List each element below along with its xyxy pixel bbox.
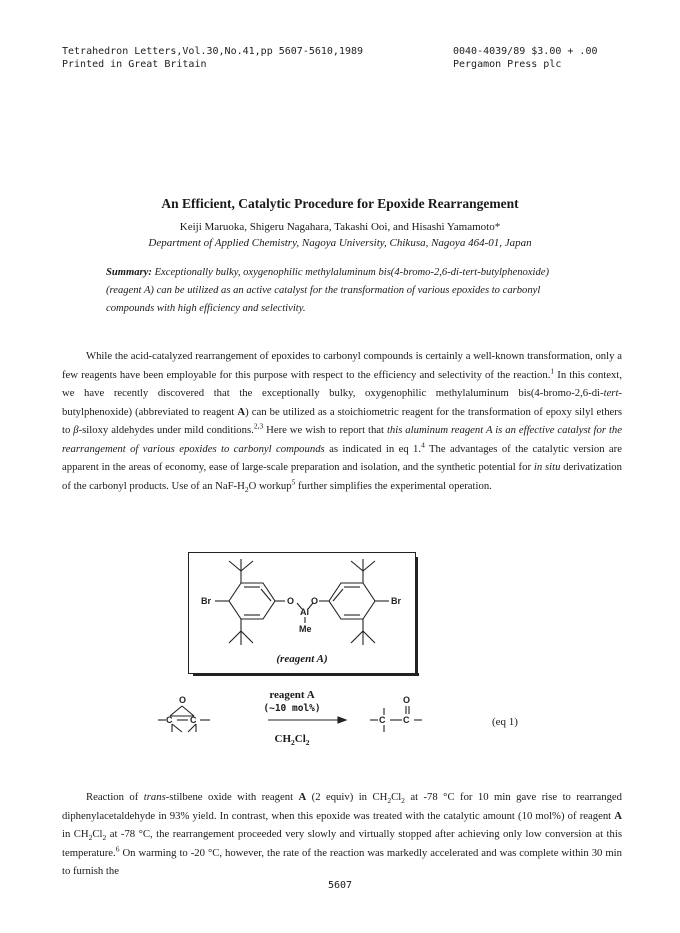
issn-price: 0040-4039/89 $3.00 + .00	[453, 46, 598, 57]
eq-loading: (~10 mol%)	[263, 703, 321, 714]
reagent-a-figure	[188, 552, 416, 674]
label-me: Me	[299, 624, 312, 634]
author-list: Keiji Maruoka, Shigeru Nagahara, Takashi Ooi, and Hisashi Yamamoto*	[179, 221, 501, 233]
equation-number: (eq 1)	[492, 716, 518, 728]
journal-header-right	[453, 45, 598, 71]
publisher: Pergamon Press plc	[453, 59, 562, 70]
journal-citation: Tetrahedron Letters,Vol.30,No.41,pp 5607-5610,1989	[62, 46, 364, 57]
eq-product-c2: C	[403, 715, 410, 725]
label-br-right: Br	[391, 596, 402, 606]
affiliation: Department of Applied Chemistry, Nagoya University, Chikusa, Nagoya 464-01, Japan	[148, 237, 532, 249]
summary	[106, 264, 576, 318]
eq-epoxide-o: O	[179, 695, 187, 705]
eq-solvent: $CH_2Cl_2$	[274, 733, 310, 748]
label-al: Al	[300, 607, 309, 617]
eq-product-c1: C	[379, 715, 386, 725]
summary-label: Summary:	[106, 267, 152, 278]
journal-header-left	[62, 45, 363, 71]
label-o-right: O	[311, 596, 319, 606]
label-br-left: Br	[201, 596, 212, 606]
reagent-a-structure	[189, 553, 415, 653]
eq-product-o: O	[403, 695, 411, 705]
paper-title: An Efficient, Catalytic Procedure for Epoxide Rearrangement	[161, 196, 519, 211]
body-paragraph-1: While the acid-catalyzed rearrangement of epoxides to carbonyl compounds is certainly a well-known transformation, only a few reagents have been employable for this purpose with respect to the efficiency and selectivity of the reaction.$^1$ In this context, we have recently discovered that the exceptionally bulky, oxygenophilic methylaluminum bis(4-bromo-2,6-di-tert-butylphenoxide) (abbreviated to reagent A) can be utilized as a stoichiometric reagent for the transformation of epoxy silyl ethers to β-siloxy aldehydes under mild conditions.$^{2,3}$ Here we wish to report that this aluminum reagent A is an effective catalyst for the rearrangement of various epoxides to carbonyl compounds as indicated in eq 1.$^4$ The advantages of the catalytic version are apparent in the areas of economy, ease of large-scale preparation and isolation, and the synthetic potential for in situ derivatization of the carbonyl products. Use of an NaF-$H_2O$ workup$^5$ further simplifies the experimental operation.	[62, 350, 622, 494]
eq-epoxide-c1: C	[166, 715, 173, 725]
printed-in: Printed in Great Britain	[62, 59, 207, 70]
eq-reagent-label: reagent A	[269, 689, 315, 701]
reagent-caption: (reagent A)	[276, 653, 328, 665]
body-paragraph-2: Reaction of trans-stilbene oxide with reagent A (2 equiv) in $CH_2Cl_2$ at -78 °C for 10 min gave rise to rearranged diphenylacetaldehyde in 93% yield. In contrast, when this epoxide was treated with the catalytic amount (10 mol%) of reagent A in $CH_2Cl_2$ at -78 °C, the rearrangement proceeded very slowly and virtually stopped after achieving only low conversion at this temperature.$^6$ On warming to -20 °C, however, the rate of the reaction was markedly accelerated and was complete within 30 min to furnish the	[62, 791, 622, 877]
summary-text: Exceptionally bulky, oxygenophilic methylaluminum bis(4-bromo-2,6-di-tert-butylphenoxide) (reagent A) can be utilized as an active catalyst for the transformation of various epoxides to carbonyl compounds with high efficiency and selectivity.	[106, 267, 549, 314]
label-o-left: O	[287, 596, 295, 606]
page-number: 5607	[327, 880, 353, 891]
eq-epoxide-c2: C	[190, 715, 197, 725]
